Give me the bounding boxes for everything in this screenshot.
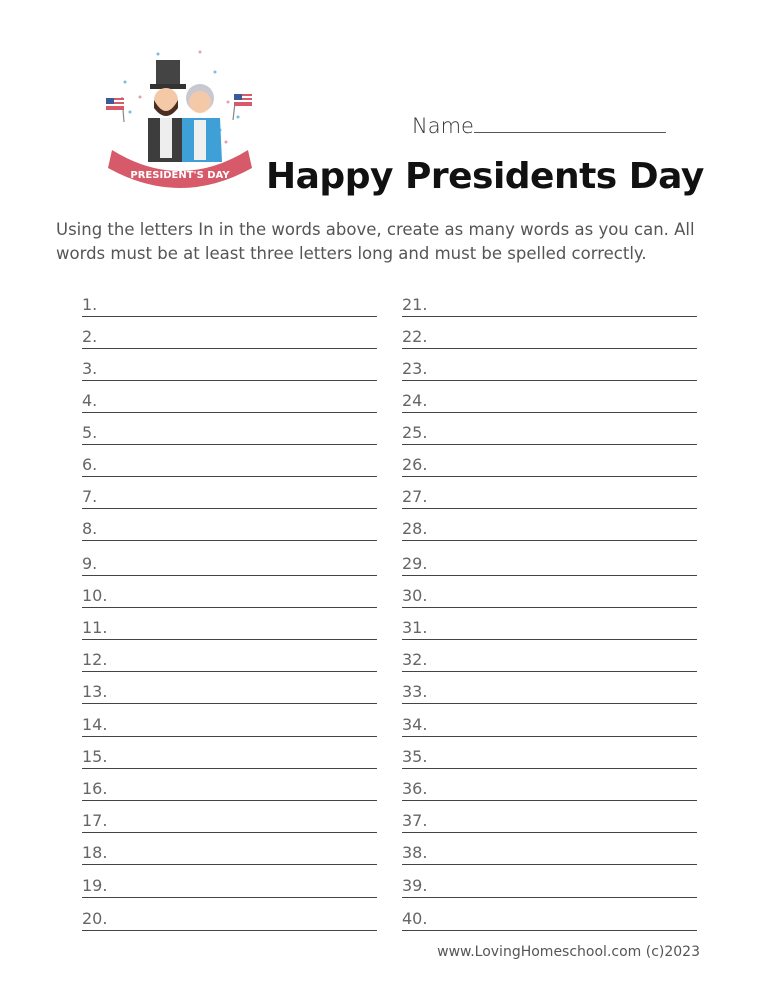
answer-line-number: 17. bbox=[82, 811, 108, 830]
answer-line-number: 1. bbox=[82, 295, 98, 314]
answer-line[interactable] bbox=[82, 901, 377, 931]
answer-line[interactable] bbox=[402, 901, 697, 931]
answer-line-number: 22. bbox=[402, 327, 428, 346]
answer-line[interactable] bbox=[82, 546, 377, 576]
presidents-day-illustration bbox=[100, 42, 260, 192]
answer-line[interactable] bbox=[82, 803, 377, 833]
answer-line[interactable] bbox=[82, 739, 377, 769]
answer-line[interactable] bbox=[82, 868, 377, 898]
answer-line[interactable] bbox=[402, 868, 697, 898]
answer-line-number: 32. bbox=[402, 650, 428, 669]
answer-line[interactable] bbox=[82, 578, 377, 608]
answer-line[interactable] bbox=[82, 319, 377, 349]
answer-line[interactable] bbox=[402, 351, 697, 381]
answer-line-number: 5. bbox=[82, 423, 98, 442]
answer-line[interactable] bbox=[82, 642, 377, 672]
answer-line[interactable] bbox=[402, 511, 697, 541]
answer-line[interactable] bbox=[402, 642, 697, 672]
answer-line-number: 8. bbox=[82, 519, 98, 538]
answer-line[interactable] bbox=[402, 383, 697, 413]
answer-line-number: 30. bbox=[402, 586, 428, 605]
page-title: Happy Presidents Day bbox=[266, 156, 704, 197]
footer-copyright: www.LovingHomeschool.com (c)2023 bbox=[437, 944, 700, 960]
answer-line-number: 13. bbox=[82, 682, 108, 701]
answer-line[interactable] bbox=[402, 674, 697, 704]
answer-line[interactable] bbox=[402, 835, 697, 865]
answer-line[interactable] bbox=[82, 835, 377, 865]
answer-line-number: 21. bbox=[402, 295, 428, 314]
answer-line-number: 20. bbox=[82, 909, 108, 928]
answer-line-number: 28. bbox=[402, 519, 428, 538]
instructions-text: Using the letters In in the words above, create as many words as you can. All words must be at least three letters long and must be spelled correctly. bbox=[56, 220, 695, 263]
answer-line-number: 7. bbox=[82, 487, 98, 506]
answer-line-number: 10. bbox=[82, 586, 108, 605]
answer-line[interactable] bbox=[402, 287, 697, 317]
answer-line-number: 27. bbox=[402, 487, 428, 506]
answer-line[interactable] bbox=[82, 511, 377, 541]
answer-line-number: 39. bbox=[402, 876, 428, 895]
answer-line-number: 37. bbox=[402, 811, 428, 830]
answer-line[interactable] bbox=[82, 707, 377, 737]
answer-line[interactable] bbox=[402, 447, 697, 477]
answer-line-number: 36. bbox=[402, 779, 428, 798]
answer-line-number: 6. bbox=[82, 455, 98, 474]
answer-line-number: 3. bbox=[82, 359, 98, 378]
answer-line[interactable] bbox=[82, 479, 377, 509]
answer-line[interactable] bbox=[82, 771, 377, 801]
answer-line[interactable] bbox=[402, 319, 697, 349]
answer-line-number: 35. bbox=[402, 747, 428, 766]
name-label: Name bbox=[412, 114, 474, 138]
answer-line-number: 19. bbox=[82, 876, 108, 895]
answer-line[interactable] bbox=[402, 739, 697, 769]
answer-line-number: 31. bbox=[402, 618, 428, 637]
answer-line-number: 33. bbox=[402, 682, 428, 701]
answer-line-number: 12. bbox=[82, 650, 108, 669]
answer-line-number: 24. bbox=[402, 391, 428, 410]
answer-line[interactable] bbox=[82, 447, 377, 477]
answer-line-number: 4. bbox=[82, 391, 98, 410]
answer-line-number: 40. bbox=[402, 909, 428, 928]
answer-line-number: 26. bbox=[402, 455, 428, 474]
answer-line[interactable] bbox=[82, 383, 377, 413]
svg-text:PRESIDENT'S DAY: PRESIDENT'S DAY bbox=[130, 170, 230, 181]
answer-line-number: 38. bbox=[402, 843, 428, 862]
answer-line-number: 2. bbox=[82, 327, 98, 346]
answer-line[interactable] bbox=[82, 351, 377, 381]
answer-line-number: 23. bbox=[402, 359, 428, 378]
answer-line[interactable] bbox=[402, 546, 697, 576]
answer-line[interactable] bbox=[402, 578, 697, 608]
answer-line[interactable] bbox=[402, 707, 697, 737]
answer-line[interactable] bbox=[402, 610, 697, 640]
answer-line-number: 14. bbox=[82, 715, 108, 734]
answer-line-number: 11. bbox=[82, 618, 108, 637]
answer-line-number: 16. bbox=[82, 779, 108, 798]
answer-line-number: 9. bbox=[82, 554, 98, 573]
answer-line-number: 15. bbox=[82, 747, 108, 766]
answer-line[interactable] bbox=[402, 803, 697, 833]
answer-line[interactable] bbox=[82, 415, 377, 445]
answer-line-number: 18. bbox=[82, 843, 108, 862]
name-field[interactable] bbox=[412, 114, 666, 138]
answer-line[interactable] bbox=[402, 415, 697, 445]
name-blank-line[interactable] bbox=[474, 114, 666, 133]
answer-line-number: 25. bbox=[402, 423, 428, 442]
answer-line[interactable] bbox=[82, 674, 377, 704]
answer-line[interactable] bbox=[82, 287, 377, 317]
answer-line[interactable] bbox=[402, 479, 697, 509]
answer-line-number: 29. bbox=[402, 554, 428, 573]
answer-line-number: 34. bbox=[402, 715, 428, 734]
answer-line[interactable] bbox=[82, 610, 377, 640]
answer-line[interactable] bbox=[402, 771, 697, 801]
